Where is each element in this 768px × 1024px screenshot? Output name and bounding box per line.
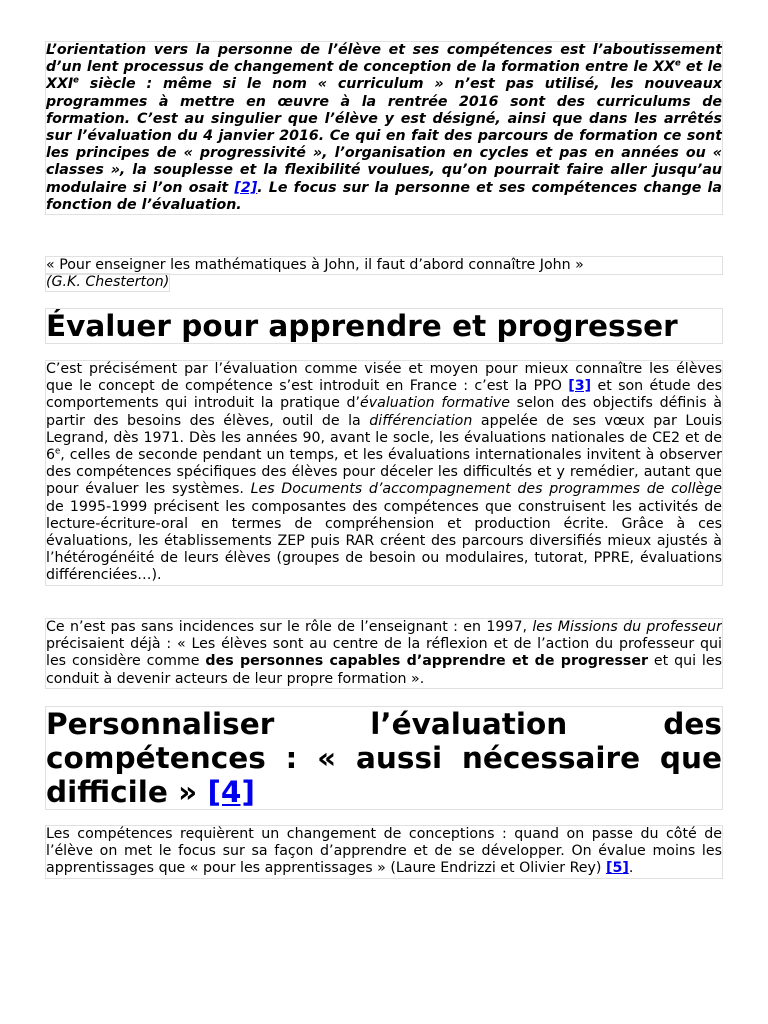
p1-text-5: , celles de seconde pendant un temps, et les évaluations internationales invitent à observer des compétences spécifiques des élèves pour déceler les difficultés et y remédier, autant que pour évaluer les systèmes.: [46, 447, 722, 498]
heading-personnaliser: [46, 707, 722, 809]
p2-text-3: et qui les conduit à devenir acteurs de leur propre formation ».: [46, 653, 722, 687]
paragraph-missions: [46, 619, 722, 688]
epigraph-author: (G.K. Chesterton): [46, 274, 170, 291]
p2-italic-1: les Missions du professeur: [532, 619, 723, 635]
p1-italic-1: évaluation formative: [360, 395, 510, 412]
footnote-link-2[interactable]: [2]: [234, 179, 258, 196]
p1-sup-e: e: [55, 446, 61, 457]
p1-text-1: C’est précisément par l’évaluation comme visée et moyen pour mieux connaître les élèves que le concept de compétence s’est introduit en France : c’est la PPO: [46, 361, 722, 395]
p1-text-4: appelée de ses vœux par Louis Legrand, dès 1971. Dès les années 90, avant le socle, les évaluations nationales de CE2 et de 6: [46, 412, 722, 464]
p1-italic-2: différenciation: [369, 412, 473, 429]
intro-text-2: et le XXI: [46, 59, 722, 93]
sup-xxi: e: [73, 75, 79, 86]
epigraph: [46, 257, 722, 291]
heading2-text: Personnaliser l’évaluation des compétences : « aussi nécessaire que difficile »: [46, 707, 722, 809]
intro-paragraph: [46, 42, 722, 214]
p2-bold-1: des personnes capables d’apprendre et de progresser: [205, 653, 648, 670]
p1-text-6: de 1995-1999 précisent les composantes des compétences que construisent les activités de lecture-écriture-oral en termes de compréhension et production écrite. Grâce à ces évaluations, les établissements ZEP puis RAR créent des parcours diversifiés mieux ajustés à l’hétérogénéité de leurs élèves (groupes de besoin ou modulaires, tutorat, PPRE, évaluations différenciées…).: [46, 498, 722, 584]
p2-text-1: Ce n’est pas sans incidences sur le rôle de l’enseignant : en 1997,: [46, 619, 533, 635]
paragraph-competences: [46, 826, 722, 878]
p1-text-3: selon des objectifs définis à partir des besoins des élèves, outil de la: [46, 395, 722, 429]
intro-text-4: . Le focus sur la personne et ses compétences change la fonction de l’évaluation.: [46, 179, 722, 213]
footnote-link-4[interactable]: [4]: [207, 775, 255, 809]
footnote-link-3[interactable]: [3]: [568, 378, 592, 395]
intro-text-1: L’orientation vers la personne de l’élève et ses compétences est l’aboutissement d’un lent processus de changement de conception de la formation entre le XX: [46, 42, 722, 76]
intro-text-3: siècle : même si le nom « curriculum » n’est pas utilisé, les nouveaux programmes à mettre en œuvre à la rentrée 2016 sont des curriculums de formation. C’est au singulier que l’élève y est désigné, ainsi que dans les arrêtés sur l’évaluation du 4 janvier 2016. Ce qui en fait des parcours de formation ce sont les principes de « progressivité », l’organisation en cycles et pas en années ou « classes », la souplesse et la flexibilité voulues, qu’on pourrait faire aller jusqu’au modulaire si l’on osait: [46, 76, 722, 196]
sup-xx: e: [674, 58, 681, 69]
epigraph-quote: « Pour enseigner les mathématiques à John, il faut d’abord connaître John »: [46, 257, 722, 274]
p1-text-2: et son étude des comportements qui introduit la pratique d’: [46, 378, 722, 412]
paragraph-ppo: [46, 361, 722, 585]
p2-text-2: précisaient déjà : « Les élèves sont au centre de la réflexion et de l’action du professeur qui les considère comme: [46, 636, 722, 670]
p3-text-2: .: [628, 860, 634, 877]
footnote-link-5[interactable]: [5]: [605, 860, 629, 877]
p3-text-1: Les compétences requièrent un changement de conceptions : quand on passe du côté de l’élève on met le focus sur sa façon d’apprendre et de se développer. On évalue moins les apprentissages que « pour les apprentissages » (Laure Endrizzi et Olivier Rey): [46, 826, 722, 877]
p1-italic-3: Les Documents d’accompagnement des programmes de collège: [250, 481, 722, 498]
heading-evaluer: Évaluer pour apprendre et progresser: [46, 309, 722, 343]
